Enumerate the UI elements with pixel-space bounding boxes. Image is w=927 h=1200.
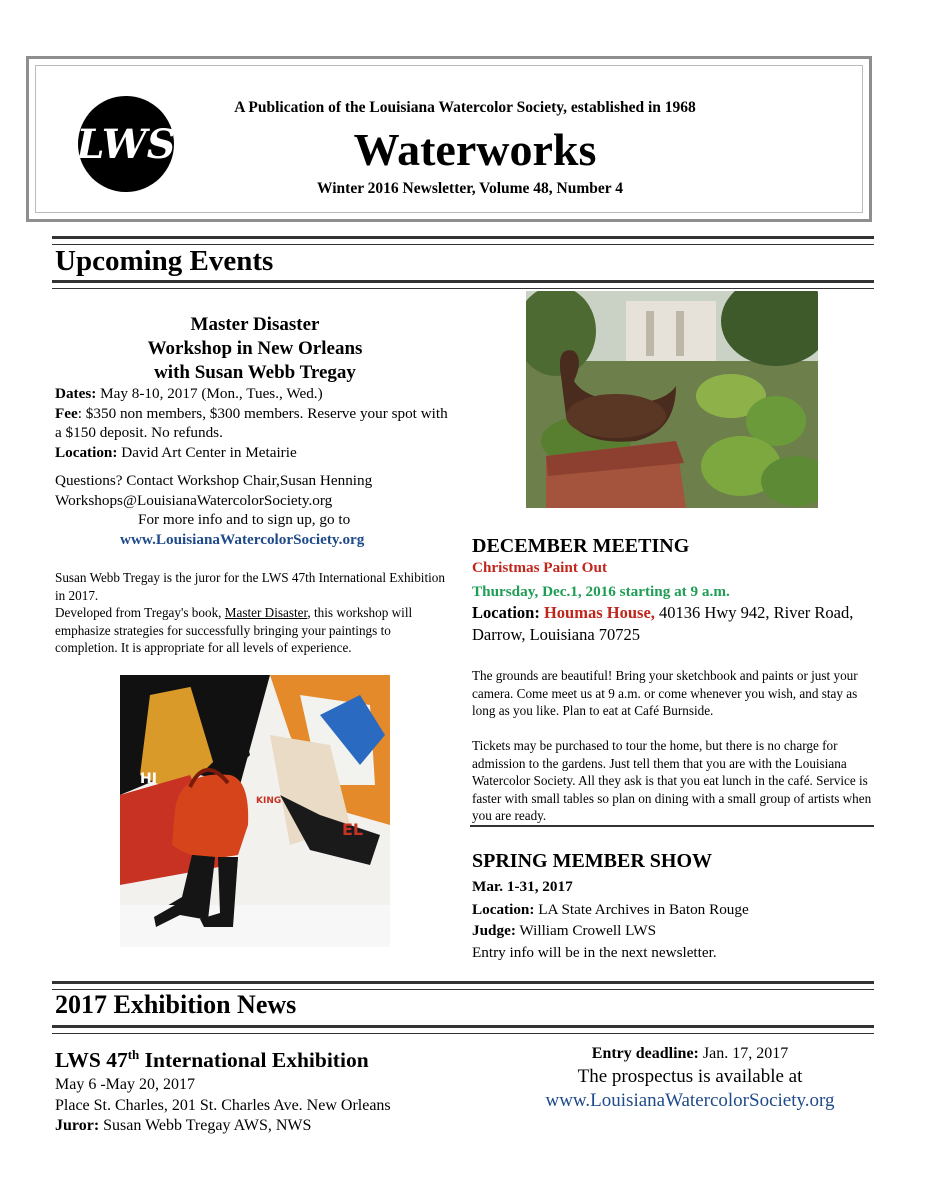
- workshop-contact: [55, 471, 455, 549]
- spring-judge: [472, 921, 872, 941]
- upcoming-heading: Upcoming Events: [55, 245, 274, 277]
- location-value: LA State Archives in Baton Rouge: [534, 900, 749, 918]
- spring-location: [472, 900, 872, 920]
- location-address: 40136 Hwy 942, River Road, Darrow, Louisiana 70725: [472, 603, 854, 644]
- workshop-title-line: Workshop in New Orleans: [147, 338, 363, 359]
- spring-heading: SPRING MEMBER SHOW: [472, 850, 713, 872]
- book-title: Master Disaster: [224, 605, 308, 620]
- location-label: Location:: [472, 900, 535, 918]
- spring-dates: Mar. 1-31, 2017: [472, 878, 573, 895]
- swan-photo-image: [526, 291, 818, 508]
- exhibition-title-text: LWS 47: [55, 1048, 128, 1073]
- workshop-painting-image: [120, 675, 390, 947]
- judge-value: William Crowell LWS: [515, 922, 657, 939]
- contact-text: Questions? Contact Workshop Chair,Susan Henning: [55, 472, 373, 489]
- workshop-location: [55, 443, 450, 463]
- workshop-details: [55, 384, 450, 462]
- workshop-title: [55, 313, 455, 385]
- entry-deadline: [505, 1043, 875, 1065]
- exhibition-juror: [55, 1116, 475, 1137]
- location-label: Location:: [55, 443, 118, 461]
- exhibition-entry: [505, 1043, 875, 1113]
- december-paragraph-1: The grounds are beautiful! Bring your sketchbook and paints or just your camera. Come meet us at 9 a.m. or come whenever you wish, and stay as long as you like. Plan to eat at Café Burnside.: [472, 668, 858, 718]
- location-label: Location:: [472, 603, 540, 622]
- juror-note: Susan Webb Tregay is the juror for the LWS 47th International Exhibition in 2017.: [55, 570, 445, 603]
- december-paragraph-2: Tickets may be purchased to tour the home, but there is no charge for admission to the gardens. Just tell them that you are with the Louisiana Watercolor Society. All they ask is that you eat lunch in the café. Service is faster with small tables so plan on dining with a small group of artists when you are ready.: [472, 738, 872, 823]
- fee-label: Fee: [55, 404, 78, 422]
- dates-label: Dates:: [55, 385, 97, 402]
- workshop-description: [55, 569, 455, 657]
- section-rule: [52, 236, 874, 245]
- workshop-desc: [55, 604, 455, 657]
- desc-text: Developed from Tregay's book,: [55, 605, 225, 620]
- section-rule: [52, 1025, 874, 1034]
- prospectus-text: The prospectus is available at: [577, 1066, 803, 1087]
- dates-value: May 8-10, 2017 (Mon., Tues., Wed.): [96, 385, 323, 402]
- logo-text: LWS: [76, 121, 176, 168]
- section-rule: [52, 981, 874, 990]
- december-location: [472, 602, 872, 646]
- spring-entry-info: Entry info will be in the next newsletter.: [472, 943, 717, 961]
- workshop-title-line: with Susan Webb Tregay: [154, 362, 356, 383]
- painting-label: KING: [256, 796, 282, 806]
- deadline-value: Jan. 17, 2017: [698, 1045, 789, 1062]
- workshop-title-line: Master Disaster: [190, 314, 320, 335]
- judge-label: Judge:: [472, 922, 516, 939]
- location-place: Houmas House,: [543, 603, 655, 622]
- workshop-dates: [55, 384, 450, 404]
- exhibition-details: [55, 1040, 475, 1137]
- december-subtitle: Christmas Paint Out: [472, 559, 608, 576]
- website-link[interactable]: www.LouisianaWatercolorSociety.org: [120, 530, 365, 548]
- exhibition-dates: May 6 -May 20, 2017: [55, 1076, 195, 1094]
- painting-label: EL: [342, 820, 364, 839]
- issue-line: Winter 2016 Newsletter, Volume 48, Number 4: [317, 180, 623, 197]
- contact-email[interactable]: Workshops@LouisianaWatercolorSociety.org: [55, 491, 333, 509]
- december-when: Thursday, Dec.1, 2016 starting at 9 a.m.: [472, 582, 730, 600]
- deadline-label: Entry deadline:: [591, 1045, 699, 1062]
- divider: [470, 825, 874, 827]
- painting-label: HI: [140, 771, 157, 787]
- publication-line: A Publication of the Louisiana Watercolor Society, established in 1968: [234, 99, 696, 116]
- exhibition-title-text: International Exhibition: [139, 1048, 369, 1073]
- juror-value: Susan Webb Tregay AWS, NWS: [99, 1117, 312, 1135]
- desc-text: , this workshop will emphasize strategies for successfully bringing your paintings to completion. It is appropriate for all levels of experience.: [55, 605, 413, 655]
- exhibition-venue: Place St. Charles, 201 St. Charles Ave. New Orleans: [55, 1096, 391, 1114]
- newsletter-title: Waterworks: [353, 124, 597, 175]
- juror-label: Juror:: [55, 1117, 100, 1135]
- december-meeting: [472, 535, 872, 646]
- december-heading: DECEMBER MEETING: [472, 535, 690, 557]
- exhibition-heading: 2017 Exhibition News: [55, 990, 297, 1019]
- spring-show: [472, 850, 872, 962]
- more-info-text: For more info and to sign up, go to: [138, 511, 351, 528]
- fee-value: : $350 non members, $300 members. Reserve your spot with a $150 deposit. No refunds.: [55, 404, 448, 441]
- exhibition-title-sup: th: [127, 1047, 140, 1062]
- workshop-fee: [55, 404, 450, 443]
- location-value: David Art Center in Metairie: [117, 443, 297, 461]
- exhibition-website-link[interactable]: www.LouisianaWatercolorSociety.org: [545, 1090, 835, 1111]
- exhibition-title: [55, 1040, 475, 1075]
- section-rule: [52, 280, 874, 289]
